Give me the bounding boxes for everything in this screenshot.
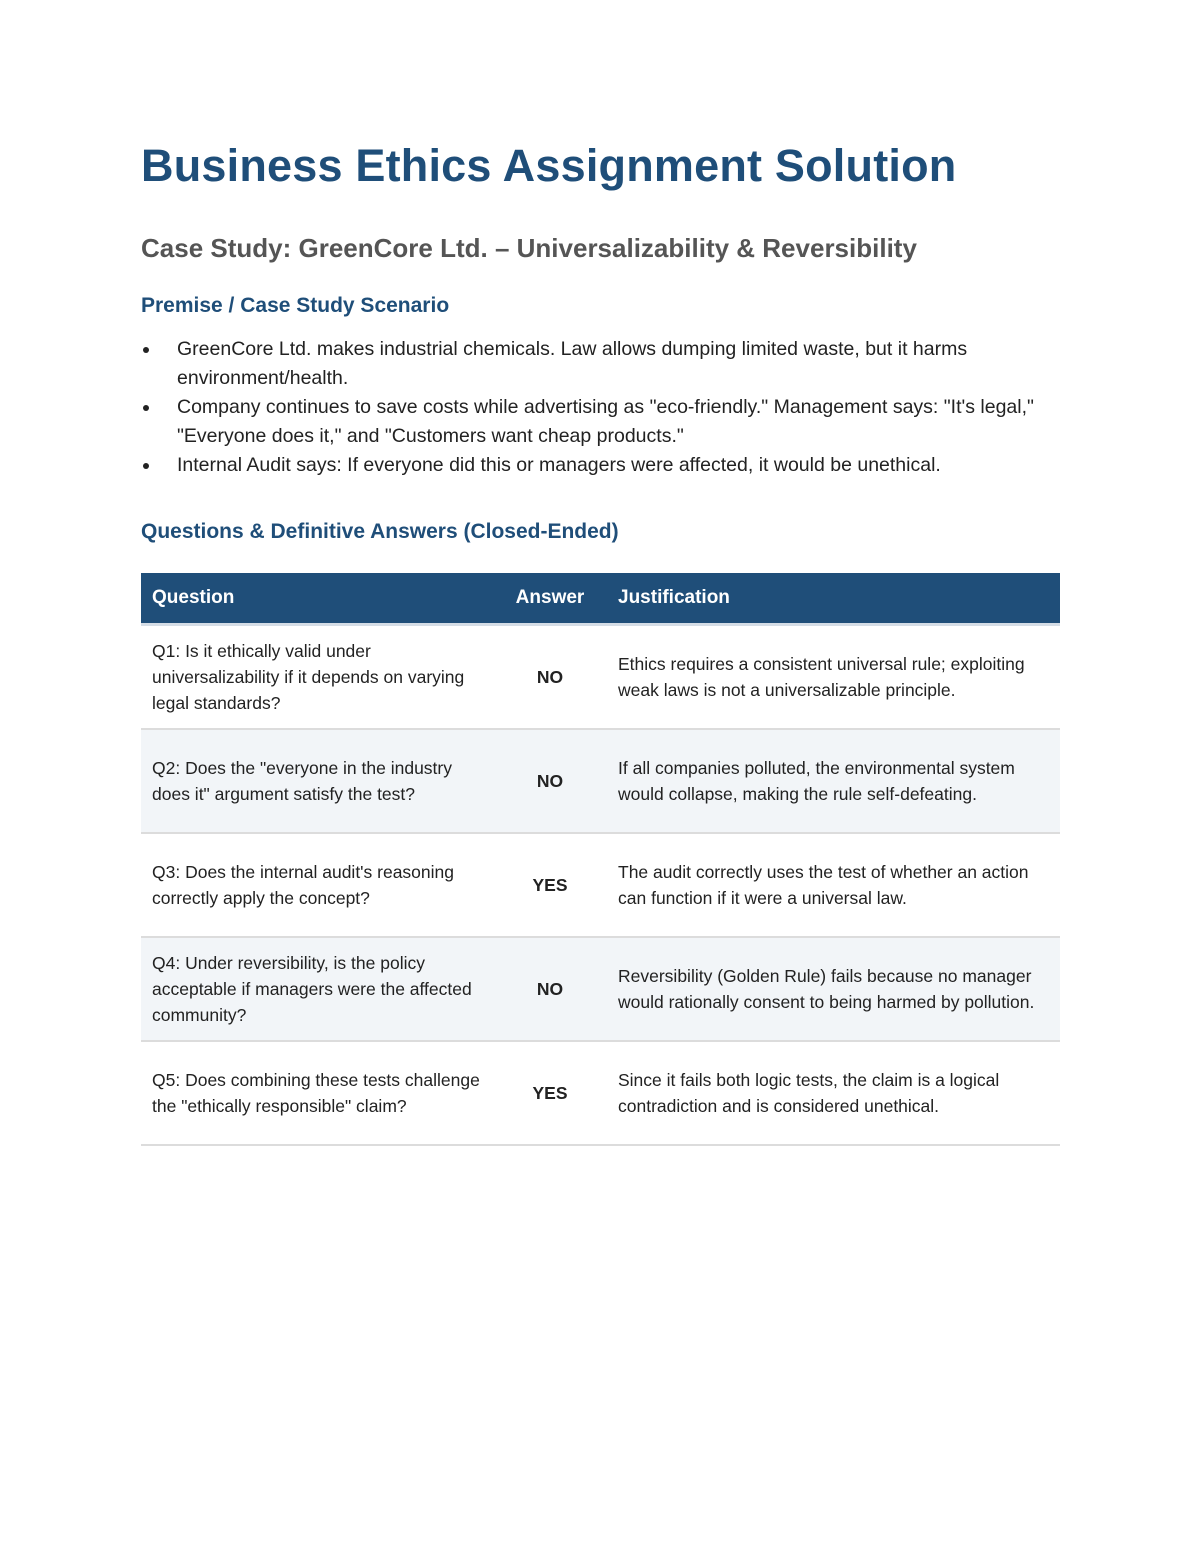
premise-heading: Premise / Case Study Scenario bbox=[141, 294, 450, 317]
questions-table bbox=[141, 573, 1060, 1146]
document-title: Business Ethics Assignment Solution bbox=[141, 140, 957, 191]
answer-cell: NO bbox=[493, 729, 607, 833]
column-header-question: Question bbox=[141, 573, 493, 625]
table-row bbox=[141, 1041, 1060, 1145]
premise-item bbox=[141, 451, 1060, 480]
case-study-title: Case Study: GreenCore Ltd. – Universalizability & Reversibility bbox=[141, 233, 917, 263]
table-header-row bbox=[141, 573, 1060, 625]
table-row bbox=[141, 729, 1060, 833]
bullet-icon bbox=[143, 347, 149, 353]
justification-cell: If all companies polluted, the environmental system would collapse, making the rule self-defeating. bbox=[607, 729, 1060, 833]
question-cell: Q5: Does combining these tests challenge the "ethically responsible" claim? bbox=[141, 1041, 493, 1145]
justification-cell: Reversibility (Golden Rule) fails because no manager would rationally consent to being harmed by pollution. bbox=[607, 937, 1060, 1041]
questions-heading: Questions & Definitive Answers (Closed-Ended) bbox=[141, 520, 619, 543]
column-header-answer: Answer bbox=[493, 573, 607, 625]
justification-cell: Ethics requires a consistent universal rule; exploiting weak laws is not a universalizable principle. bbox=[607, 625, 1060, 730]
justification-cell: The audit correctly uses the test of whether an action can function if it were a universal law. bbox=[607, 833, 1060, 937]
justification-cell: Since it fails both logic tests, the claim is a logical contradiction and is considered unethical. bbox=[607, 1041, 1060, 1145]
answer-cell: YES bbox=[493, 1041, 607, 1145]
answer-cell: NO bbox=[493, 625, 607, 730]
question-cell: Q3: Does the internal audit's reasoning correctly apply the concept? bbox=[141, 833, 493, 937]
premise-item-text: Internal Audit says: If everyone did this or managers were affected, it would be unethical. bbox=[177, 454, 941, 476]
table-row bbox=[141, 833, 1060, 937]
premise-item-text: Company continues to save costs while advertising as "eco-friendly." Management says: "It's legal," "Everyone does it," and "Customers want cheap products." bbox=[177, 396, 1034, 447]
question-cell: Q1: Is it ethically valid under universalizability if it depends on varying legal standards? bbox=[141, 625, 493, 730]
question-cell: Q4: Under reversibility, is the policy acceptable if managers were the affected community? bbox=[141, 937, 493, 1041]
bullet-icon bbox=[143, 463, 149, 469]
premise-list bbox=[141, 335, 1060, 480]
answer-cell: YES bbox=[493, 833, 607, 937]
premise-item bbox=[141, 393, 1060, 451]
answer-cell: NO bbox=[493, 937, 607, 1041]
premise-item bbox=[141, 335, 1060, 393]
column-header-justification: Justification bbox=[607, 573, 1060, 625]
bullet-icon bbox=[143, 405, 149, 411]
question-cell: Q2: Does the "everyone in the industry does it" argument satisfy the test? bbox=[141, 729, 493, 833]
table-row bbox=[141, 937, 1060, 1041]
table-row bbox=[141, 625, 1060, 730]
premise-item-text: GreenCore Ltd. makes industrial chemicals. Law allows dumping limited waste, but it harms environment/health. bbox=[177, 338, 968, 389]
